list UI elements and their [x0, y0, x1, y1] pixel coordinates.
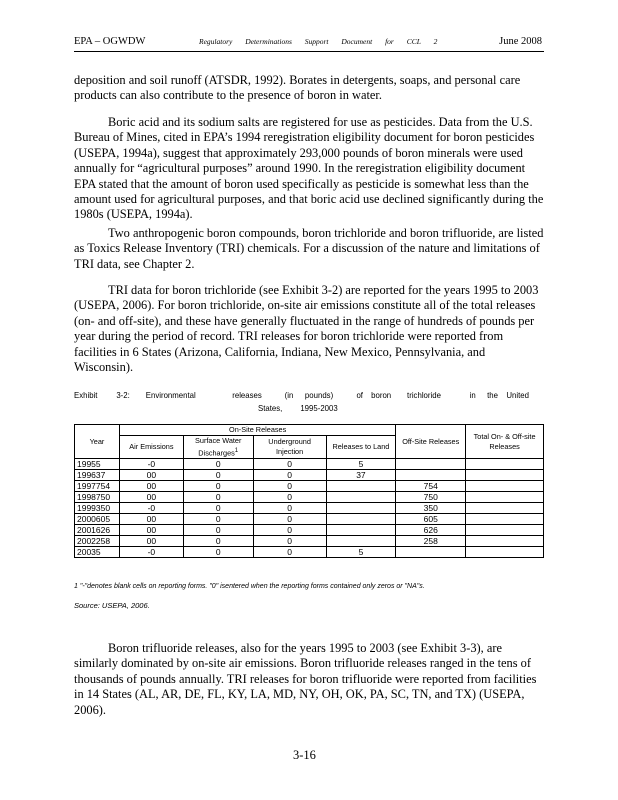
cell-surface: 0: [183, 514, 253, 525]
cell-offsite: [396, 547, 466, 558]
cell-underground: 0: [253, 459, 326, 470]
cell-year: 199637: [75, 470, 120, 481]
cell-land: 5: [326, 547, 396, 558]
cell-air: 00: [119, 492, 183, 503]
cell-total: [466, 536, 544, 547]
cell-air: 00: [119, 470, 183, 481]
cell-year: 2002258: [75, 536, 120, 547]
cell-land: 37: [326, 470, 396, 481]
cell-underground: 0: [253, 470, 326, 481]
cell-total: [466, 503, 544, 514]
caption-word: the: [487, 390, 498, 400]
table-row: [75, 547, 544, 558]
caption-word: boron: [371, 390, 392, 400]
caption-word: Exhibit: [74, 390, 98, 400]
cell-offsite: 754: [396, 481, 466, 492]
paragraph-boron-trifluoride: Boron trifluoride releases, also for the years 1995 to 2003 (see Exhibit 3-3), are similarly dominated by on-site air emissions. Boron trifluoride releases ranged in the tens of thousands of pounds annually. TRI releases for boron trifluoride were reported from facilities in 14 States (AL, AR, DE, FL, KY, LA, MD, NY, OH, OK, PA, SC, TN, and TX) (USEPA, 2006).: [74, 641, 537, 717]
cell-underground: 0: [253, 536, 326, 547]
cell-offsite: 626: [396, 525, 466, 536]
cell-total: [466, 525, 544, 536]
col-onsite-group: On-Site Releases: [119, 425, 395, 436]
cell-land: [326, 481, 396, 492]
cell-total: [466, 492, 544, 503]
cell-surface: 0: [183, 481, 253, 492]
cell-surface: 0: [183, 525, 253, 536]
caption-word: United: [506, 390, 530, 400]
col-surface-label: Surface Water Discharges: [195, 436, 242, 458]
cell-offsite: [396, 470, 466, 481]
cell-land: [326, 525, 396, 536]
col-surface-water: [183, 436, 253, 459]
col-year: Year: [75, 425, 120, 459]
cell-air: 00: [119, 481, 183, 492]
cell-year: 1999350: [75, 503, 120, 514]
table-row: [75, 514, 544, 525]
table-row: [75, 459, 544, 470]
cell-surface: 0: [183, 459, 253, 470]
cell-air: -0: [119, 503, 183, 514]
cell-year: 2001626: [75, 525, 120, 536]
caption-word: 1995-2003: [300, 403, 338, 413]
cell-offsite: 258: [396, 536, 466, 547]
cell-underground: 0: [253, 492, 326, 503]
table-footnote: 1 "-"denotes blank cells on reporting forms. "0" isentered when the reporting forms contained only zeros or "NA"s.: [74, 583, 425, 590]
table-row: [75, 525, 544, 536]
caption-word: of: [356, 390, 363, 400]
table-row: [75, 503, 544, 514]
cell-surface: 0: [183, 492, 253, 503]
cell-land: [326, 536, 396, 547]
cell-air: 00: [119, 514, 183, 525]
cell-surface: 0: [183, 536, 253, 547]
caption-word: Environmental: [145, 390, 196, 400]
cell-land: [326, 492, 396, 503]
cell-underground: 0: [253, 525, 326, 536]
cell-surface: 0: [183, 470, 253, 481]
page-header: [74, 36, 544, 50]
cell-underground: 0: [253, 481, 326, 492]
paragraph-boron-trichloride: TRI data for boron trichloride (see Exhibit 3-2) are reported for the years 1995 to 2003 (USEPA, 2006). For boron trichloride, on-site air emissions constitute all of the total releases (on- and off-site), and these have generally fluctuated in the range of hundreds of pounds per year during the period of record. TRI releases for boron trichloride were reported from facilities in 6 States (Arizona, California, Indiana, New Mexico, Pennsylvania, and Wisconsin).: [74, 283, 539, 375]
cell-underground: 0: [253, 503, 326, 514]
exhibit-3-2-table: [74, 424, 544, 558]
header-rule: [74, 51, 544, 52]
cell-surface: 0: [183, 547, 253, 558]
cell-air: 00: [119, 536, 183, 547]
header-agency: EPA – OGWDW: [74, 36, 146, 47]
cell-year: 2000605: [75, 514, 120, 525]
col-offsite: Off-Site Releases: [396, 425, 466, 459]
cell-total: [466, 547, 544, 558]
cell-land: 5: [326, 459, 396, 470]
cell-land: [326, 503, 396, 514]
cell-underground: 0: [253, 514, 326, 525]
paragraph-tri-chemicals: Two anthropogenic boron compounds, boron trichloride and boron trifluoride, are listed as Toxics Release Inventory (TRI) chemicals. For a discussion of the nature and limitations of TRI data, see Chapter 2.: [74, 226, 544, 271]
paragraph-boric-acid: Boric acid and its sodium salts are registered for use as pesticides. Data from the U.S. Bureau of Mines, cited in EPA’s 1994 reregistration eligibility document for boron pesticides (USEPA, 1994a), suggest that approximately 293,000 pounds of boron minerals were used annually for “agricultural purposes” around 1990. In the reregistration eligibility document EPA stated that the amount of boron used specifically as pesticide is somewhat less than the amount used for agricultural purposes, and that boric acid use declined significantly during the 1980s (USEPA, 1994a).: [74, 115, 544, 222]
table-row: [75, 492, 544, 503]
cell-offsite: [396, 459, 466, 470]
caption-word: pounds): [304, 390, 334, 400]
cell-offsite: 750: [396, 492, 466, 503]
table-row: [75, 470, 544, 481]
paragraph-borates: deposition and soil runoff (ATSDR, 1992). Borates in detergents, soaps, and personal care products can also contribute to the presence of boron in water.: [74, 73, 521, 103]
cell-underground: 0: [253, 547, 326, 558]
col-surface-footnote-mark: 1: [234, 447, 239, 454]
col-total: Total On- & Off-site Releases: [466, 425, 544, 459]
caption-word: (in: [284, 390, 294, 400]
caption-word: States,: [258, 403, 283, 413]
cell-total: [466, 459, 544, 470]
cell-year: 1998750: [75, 492, 120, 503]
table-row: [75, 481, 544, 492]
col-air: Air Emissions: [119, 436, 183, 459]
cell-surface: 0: [183, 503, 253, 514]
cell-year: 19955: [75, 459, 120, 470]
cell-offsite: 350: [396, 503, 466, 514]
cell-air: -0: [119, 547, 183, 558]
caption-word: trichloride: [407, 390, 441, 400]
table-row: [75, 536, 544, 547]
cell-total: [466, 514, 544, 525]
exhibit-caption: [74, 390, 530, 418]
caption-word: in: [469, 390, 476, 400]
page-number: 3-16: [293, 748, 316, 762]
cell-offsite: 605: [396, 514, 466, 525]
header-date: June 2008: [499, 36, 542, 47]
caption-word: releases: [232, 390, 262, 400]
header-document-title: Regulatory Determinations Support Document for CCL 2: [199, 37, 438, 46]
cell-year: 1997754: [75, 481, 120, 492]
caption-word: 3-2:: [116, 390, 130, 400]
table-source: Source: USEPA, 2006.: [74, 601, 150, 610]
cell-air: 00: [119, 525, 183, 536]
col-land: Releases to Land: [326, 436, 396, 459]
cell-land: [326, 514, 396, 525]
cell-total: [466, 470, 544, 481]
cell-total: [466, 481, 544, 492]
cell-air: -0: [119, 459, 183, 470]
col-underground: Underground Injection: [253, 436, 326, 459]
cell-year: 20035: [75, 547, 120, 558]
